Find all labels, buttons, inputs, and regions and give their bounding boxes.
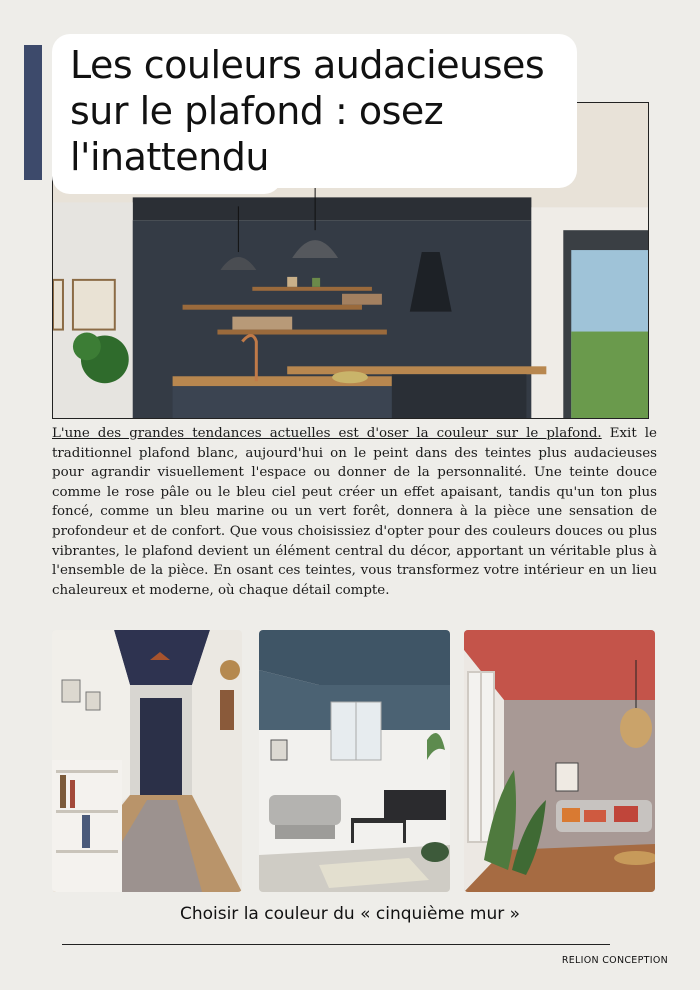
article-body [52, 424, 657, 600]
article-title: Les couleurs audacieuses sur le plafond : osez l'inattendu [70, 43, 545, 179]
footer-divider [62, 944, 610, 945]
living-room-illustration [259, 630, 450, 892]
gallery-caption: Choisir la couleur du « cinquième mur » [179, 904, 521, 924]
accent-bar [24, 45, 42, 180]
intro-highlight: L'une des grandes tendances actuelles est d'oser la couleur sur le plafond. [52, 426, 602, 441]
footer-brand: RELION CONCEPTION [561, 955, 668, 966]
lounge-illustration [464, 630, 655, 892]
title-card [52, 34, 577, 188]
gallery-image-hallway [52, 630, 242, 892]
hallway-illustration [52, 630, 242, 892]
intro-rest: Exit le traditionnel plafond blanc, aujourd'hui on le peint dans des teintes plus audacieuses pour agrandir visuellement l'espace ou donner de la personnalité. Une teinte douce comme le rose pâle ou le bleu ciel peut créer un effet apaisant, tandis qu'un ton plus foncé, comme un bleu marine ou un vert forêt, donnera à la pièce une sensation de profondeur et de confort. Que vous choisissiez d'opter pour des couleurs douces ou plus vibrantes, le plafond devient un élément central du décor, apportant un véritable plus à l'ensemble de la pièce. En osant ces teintes, vous transformez votre intérieur en un lieu chaleureux et moderne, où chaque détail compte. [52, 426, 657, 598]
gallery-image-living-room [259, 630, 450, 892]
gallery-image-lounge [464, 630, 655, 892]
